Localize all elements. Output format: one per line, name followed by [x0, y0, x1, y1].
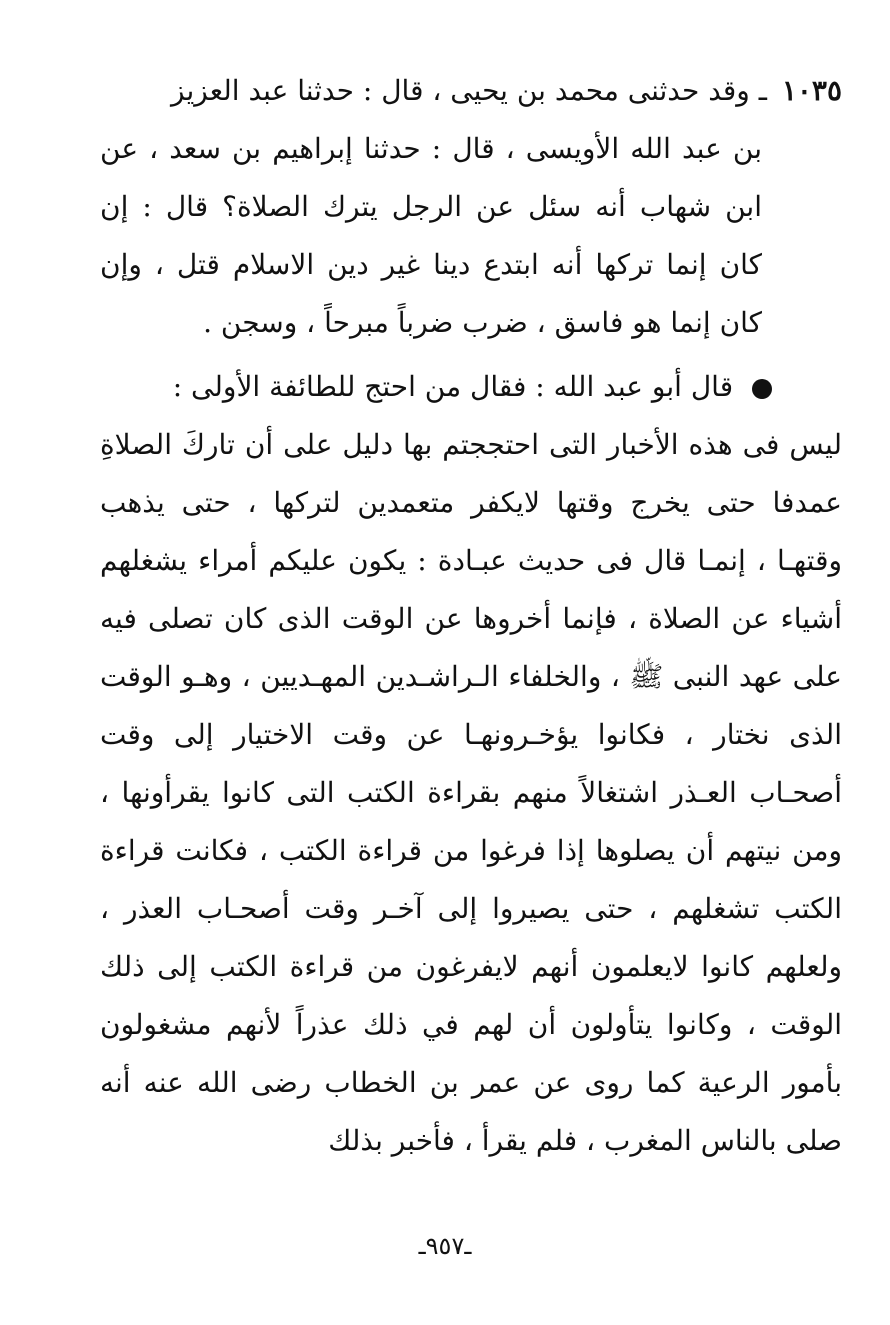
commentary-paragraph [100, 358, 842, 1170]
hadith-number: ١٠٣٥ [781, 74, 842, 107]
hadith-paragraph [100, 62, 842, 352]
paragraph-text: بن عبد الله الأويسى ، قال : حدثنا إبراهيم بن سعد ، عن ابن شهاب أنه سئل عن الرجل يترك الصلاة؟ قال : إن كان إنما تركها أنه ابتدع دينا غير دين الاسلام قتل ، وإن كان إنما هو فاسق ، ضرب ضرباً مبرحاً ، وسجن . [100, 132, 762, 339]
paragraph-first-line [100, 62, 842, 120]
page-number: ـ٩٥٧ـ [418, 1232, 472, 1260]
hadith-number-dash: ـ [758, 74, 767, 107]
paragraph-text: ليس فى هذه الأخبار التى احتججتم بها دليل على أن تاركَ الصلاةِ عمدفا حتى يخرج وقتها لايكفر متعمدين لتركها ، حتى يذهب وقتهـا ، إنمـا قال فى حديث عبـادة : يكون عليكم أمراء يشغلهم أشياء عن الصلاة ، فإنما أخروها عن الوقت الذى كان تصلى فيه على عهد النبى ﷺ ، والخلفاء الـراشـدين المهـديين ، وهـو الوقت الذى نختار ، فكانوا يؤخـرونهـا عن وقت الاختيار إلى وقت أصحـاب العـذر اشتغالاً منهم بقراءة الكتب التى كانوا يقرأونها ، ومن نيتهم أن يصلوها إذا فرغوا من قراءة الكتب ، فكانت قراءة الكتب تشغلهم ، حتى يصيروا إلى آخـر وقت أصحـاب العذر ، ولعلهم كانوا لايعلمون أنهم لايفرغون من قراءة الكتب إلى ذلك الوقت ، وكانوا يتأولون أن لهم في ذلك عذراً لأنهم مشغولون بأمور الرعية كما روى عن عمر بن الخطاب رضى الله عنه أنه صلى بالناس المغرب ، فلم يقرأ ، فأخبر بذلك [100, 428, 843, 1157]
paragraph-first-line [100, 358, 842, 416]
paragraph-text: وقد حدثنى محمد بن يحيى ، قال : حدثنا عبد العزيز [171, 74, 750, 107]
document-page [100, 62, 842, 1212]
filled-circle-icon [752, 379, 772, 399]
paragraph-text: قال أبو عبد الله : فقال من احتج للطائفة الأولى : [172, 370, 734, 403]
